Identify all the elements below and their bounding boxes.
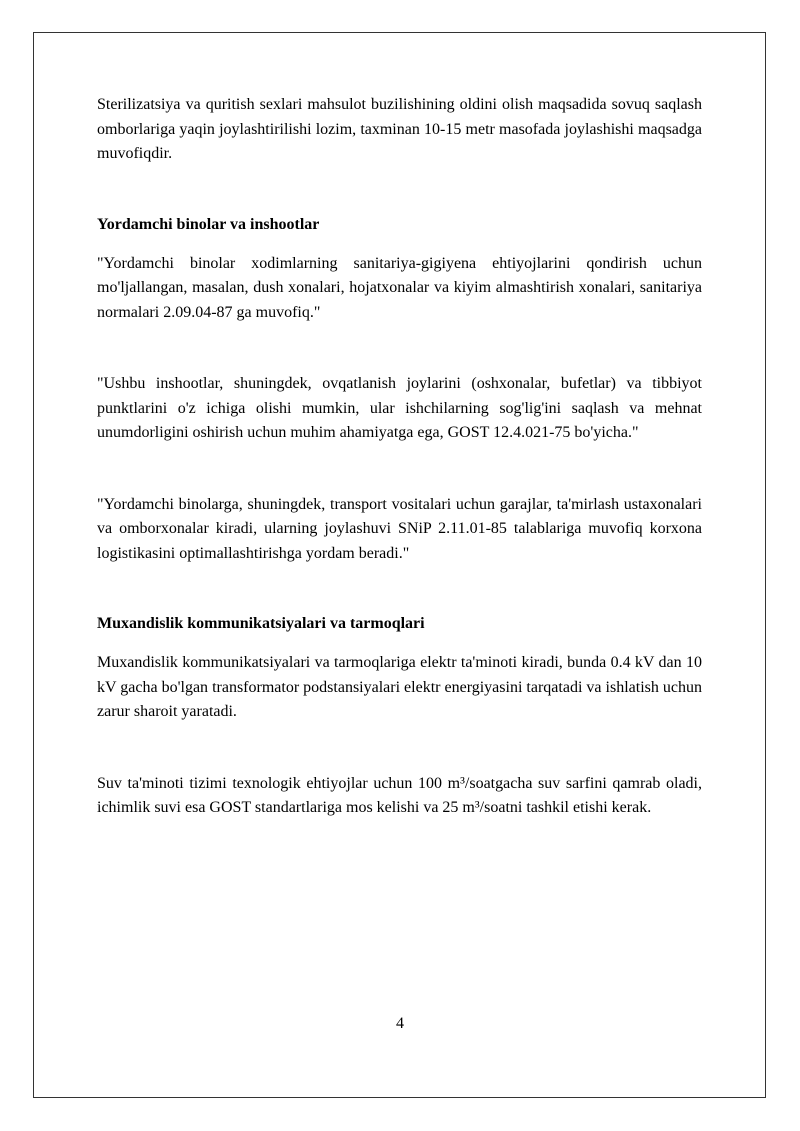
page-number: 4 [396, 1015, 404, 1032]
document-body [97, 93, 702, 821]
intro-paragraph: Sterilizatsiya va quritish sexlari mahsulot buzilishining oldini olish maqsadida sovuq saqlash omborlariga yaqin joylashtirilishi lozim, taxminan 10-15 metr masofada joylashishi maqsadga muvofiqdir. [97, 96, 702, 162]
section-heading-auxiliary-buildings: Yordamchi binolar va inshootlar [97, 215, 320, 233]
paragraph-auxiliary-sanitary: "Yordamchi binolar xodimlarning sanitariya-gigiyena ehtiyojlarini qondirish uchun mo'ljallangan, masalan, dush xonalari, hojatxonalar va kiyim almashtirish xonalari, sanitariya normalari 2.09.04-87 ga muvofiq." [97, 254, 702, 321]
section-heading-engineering-networks: Muxandislik kommunikatsiyalari va tarmoqlari [97, 615, 425, 632]
paragraph-auxiliary-garages: "Yordamchi binolarga, shuningdek, transport vositalari uchun garajlar, ta'mirlash ustaxonalari va omborxonalar kiradi, ularning joylashuvi SNiP 2.11.01-85 talablariga muvofiq korxona logistikasini optimallashtirishga yordam beradi." [97, 495, 702, 562]
paragraph-auxiliary-catering: "Ushbu inshootlar, shuningdek, ovqatlanish joylarini (oshxonalar, bufetlar) va tibbiyot punktlarini o'z ichiga olishi mumkin, ular ishchilarning sog'lig'ini saqlash va mehnat unumdorligini oshirish uchun muhim ahamiyatga ega, GOST 12.4.021-75 bo'yicha." [97, 375, 702, 441]
paragraph-water-supply: Suv ta'minoti tizimi texnologik ehtiyojlar uchun 100 m³/soatgacha suv sarfini qamrab oladi, ichimlik suvi esa GOST standartlariga mos kelishi va 25 m³/soatni tashkil etishi kerak. [97, 774, 702, 816]
paragraph-power-supply: Muxandislik kommunikatsiyalari va tarmoqlariga elektr ta'minoti kiradi, bunda 0.4 kV dan 10 kV gacha bo'lgan transformator podstansiyalari elektr energiyasini tarqatadi va ishlatish uchun zarur sharoit yaratadi. [97, 654, 702, 720]
